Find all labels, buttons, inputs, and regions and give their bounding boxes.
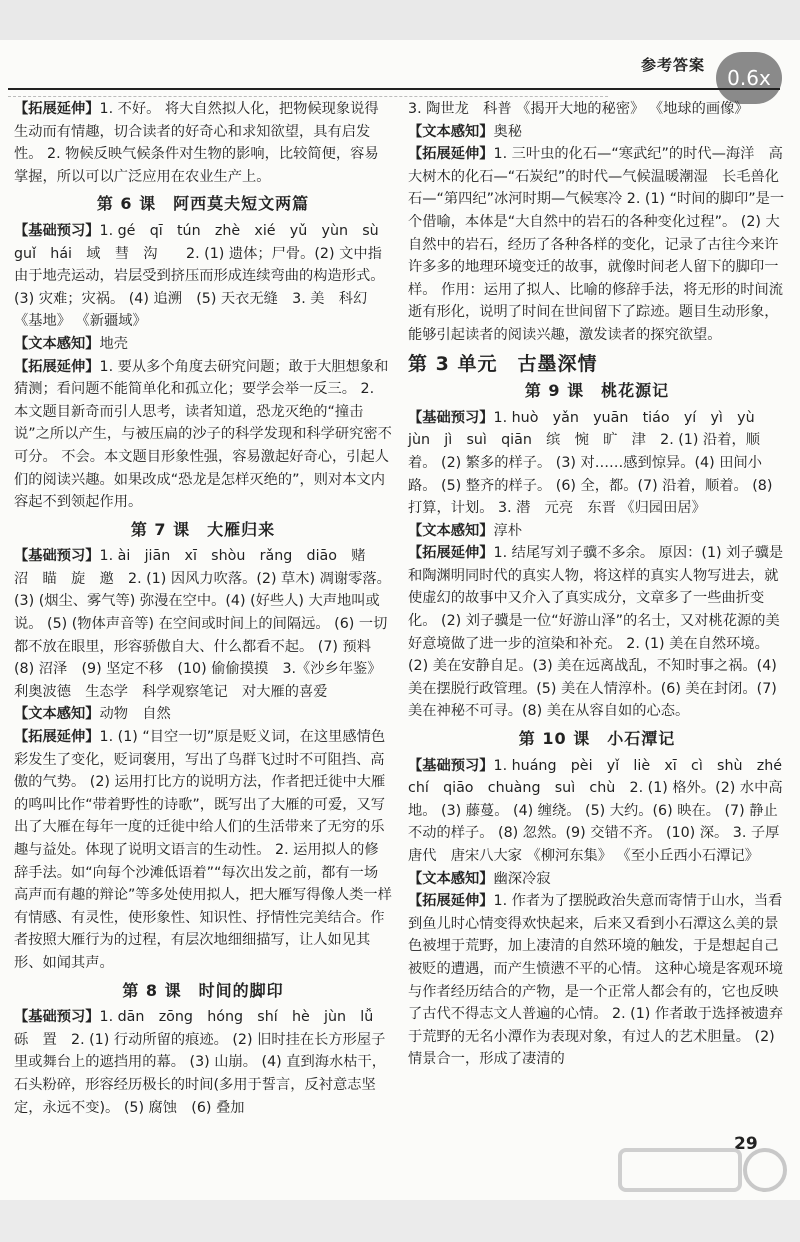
answer-text: 淳朴 — [493, 522, 523, 539]
lesson-heading: 第 7 课 大雁归来 — [130, 519, 276, 539]
answer-paragraph — [14, 1006, 392, 1119]
section-tag: 【拓展延伸】 — [14, 101, 100, 117]
answer-paragraph — [408, 520, 786, 543]
answer-paragraph — [14, 726, 392, 975]
bottom-strip — [0, 1200, 800, 1242]
answer-text: 动物 自然 — [99, 706, 171, 723]
section-tag: 【文本感知】 — [408, 123, 494, 140]
section-tag: 【文本感知】 — [408, 522, 494, 539]
section-tag: 【拓展延伸】 — [408, 893, 494, 910]
section-tag: 【拓展延伸】 — [408, 545, 494, 562]
answer-text: 奥秘 — [493, 123, 523, 140]
answer-paragraph — [14, 98, 392, 188]
right-column — [408, 98, 797, 1071]
header-title: 参考答案 — [640, 56, 705, 74]
answer-paragraph — [408, 407, 786, 520]
lesson-heading: 第 6 课 阿西莫夫短文两篇 — [96, 194, 310, 214]
section-tag: 【基础预习】 — [14, 222, 100, 239]
answer-text: 1. dān zōng hóng shí hè jùn lǚ 砾 置 2. (1) 行动所留的痕迹。 (2) 旧时挂在长方形屋子里或舞台上的遮挡用的幕。 (3) 山崩。 (4) 直到海水枯干，石头粉碎，形容经历极长的时间(多用于誓言，反衬意志坚定，永远不变)。 (5) 腐蚀 (6) 叠加 — [14, 1009, 388, 1116]
answer-paragraph — [408, 143, 786, 346]
answer-paragraph — [408, 121, 786, 144]
header-rule — [8, 88, 780, 90]
section-tag: 【文本感知】 — [14, 706, 100, 723]
page-number: 29 — [734, 1134, 758, 1154]
section-tag: 【文本感知】 — [408, 870, 494, 887]
answer-paragraph — [408, 868, 786, 891]
answer-text: 1. 不好。 将大自然拟人化，把物候现象说得生动而有情趣，切合读者的好奇心和求知欲望，具有启发性。 2. 物候反映气候条件对生物的影响，比较简便，容易掌握，所以可以广泛应用在农业生产上。 — [14, 101, 379, 185]
answer-text: 3. 陶世龙 科普 《揭开大地的秘密》 《地球的画像》 — [408, 101, 749, 117]
section-tag: 【拓展延伸】 — [14, 729, 100, 746]
answer-text: 1. huò yǎn yuān tiáo yí yì yù jùn jì suì qiān 缤 惋 旷 津 2. (1) 沿着，顺着。 (2) 繁多的样子。 (3) 对……感到惊异。(4) 田间小路。 (5) 整齐的样子。 (6) 全，都。(7) 沿着，顺着。 (8) 打算，计划。 3. 潜 元亮 东晋 《归园田居》 — [408, 409, 773, 517]
answer-text: 1. 作者为了摆脱政治失意而寄情于山水，当看到鱼儿时心情变得欢快起来，后来又看到小石潭这么美的景色被埋于荒野，加上凄清的自然环境的触发，于是想起自己被贬的遭遇，而产生愤懑不平的心情。 这种心境是客观环境与作者经历结合的产物，是一个正常人都会有的，它也反映了古代不得志文人普遍的心情。 2. (1) 作者敢于选择被遗弃于荒野的无名小潭作为表现对象，有过人的艺术胆量。 (2) 情景合一，形成了凄清的 — [408, 893, 784, 1068]
answer-text: 1. ài jiān xī shòu rǎng diāo 赌 沼 瞄 旋 邀 2. (1) 因风力吹落。(2) 草木) 凋谢零落。 (3) (烟尘、雾气等) 弥漫在空中。(4) (好些人) 大声地叫或说。 (5) (物体声音等) 在空间或时间上的间隔远。 (6) 一切都不放在眼里，形容骄傲自大、什么都看不起。 (7) 预料 (8) 沼泽 (9) 坚定不移 (10) 偷偷摸摸 3.《沙乡年鉴》 利奥波德 生态学 科学观察笔记 对大雁的喜爱 — [14, 548, 391, 700]
answer-text: 1. (1) “目空一切”原是贬义词，在这里感情色彩发生了变化，贬词褒用，写出了鸟群飞过时不可阻挡、高傲的气势。 (2) 运用打比方的说明方法，作者把迁徙中大雁的鸣叫比作“带着野性的诗歌”，既写出了大雁的可爱，又写出了大雁在每年一度的迁徙中给人们的生活带来了无穷的乐趣与益处。体现了说明文语言的生动性。 2. 运用拟人的修辞手法。如“向每个沙滩低语着”“每次出发之前，都有一场高声而有趣的辩论”等多处使用拟人，把大雁写得像人类一样有情感、有灵性，使形象性、知识性、抒情性完美结合。作者按照大雁行为的过程，有层次地细细描写，让人如见其形、如闻其声。 — [14, 729, 392, 971]
section-tag: 【基础预习】 — [408, 409, 494, 426]
header-dotted-line — [8, 96, 608, 97]
answer-text: 1. 三叶虫的化石—“寒武纪”的时代—海洋 高大树木的化石—“石炭纪”的时代—气候温暖潮湿 长毛兽化石—“第四纪”冰河时期—气候寒冷 2. (1) “时间的脚印”是一个借喻，本体是“大自然中的岩石的各种变化过程”。 (2) 大自然中的岩石，经历了各种各样的变化，记录了古往今来许许多多的地理环境变迁的故事，就像时间老人留下的脚印一样。 作用：运用了拟人、比喻的修辞手法，将无形的时间流逝有形化，说明了时间在世间留下了踪迹。题目生动形象，能够引起读者的阅读兴趣，激发读者的探究欲望。 — [408, 146, 785, 343]
section-tag: 【基础预习】 — [408, 757, 494, 774]
answer-paragraph — [14, 333, 392, 356]
answer-paragraph — [408, 755, 797, 868]
answer-text: 1. 结尾写刘子骥不多余。 原因：(1) 刘子骥是和陶渊明同时代的真实人物，将这样的真实人物写进去，就使虚幻的故事中又介入了真实成分，文章多了一些曲折变化。 (2) 刘子骥是一位“好游山泽”的名士，又对桃花源的美好意境做了进一步的渲染和补充。 2. (1) 美在自然环境。(2) 美在安静自足。(3) 美在远离战乱，不知时事之祸。(4) 美在摆脱行政管理。(5) 美在人情淳朴。(6) 美在封闭。(7) 美在神秘不可寻。(8) 美在从容自如的心态。 — [408, 545, 784, 720]
answer-text: 1. gé qī tún zhè xié yǔ yùn sù guǐ hái 域 彗 沟 2. (1) 遗体；尸骨。(2) 文中指由于地壳运动，岩层受到挤压而形成连续弯曲的构造形式。 (3) 灾难；灾祸。 (4) 追溯 (5) 天衣无缝 3. 美 科幻 《基地》 《新疆域》 — [14, 222, 393, 330]
answer-text: 地壳 — [99, 335, 129, 352]
left-column — [14, 98, 392, 1119]
lesson-heading: 第 8 课 时间的脚印 — [122, 980, 284, 1000]
lesson-heading: 第 10 课 小石潭记 — [518, 729, 676, 749]
playback-speed-badge[interactable]: 0.6x — [716, 52, 782, 104]
answer-paragraph — [14, 356, 392, 514]
answer-paragraph — [408, 890, 786, 1071]
answer-paragraph — [14, 545, 392, 703]
section-tag: 【拓展延伸】 — [408, 146, 494, 163]
answer-paragraph — [408, 542, 786, 723]
section-tag: 【基础预习】 — [14, 1009, 100, 1026]
section-tag: 【文本感知】 — [14, 335, 100, 352]
answer-text: 1. 要从多个角度去研究问题；敢于大胆想象和猜测；看问题不能简单化和孤立化；要学会举一反三。 2. 本文题目新奇而引人思考，读者知道，恐龙灭绝的“撞击说”之所以产生，与被压扁的沙子的科学发现和科学研究密不可分。 不会。本文题目形象性强，容易激起好奇心，引起人们的阅读兴趣。如果改成“恐龙是怎样灭绝的”，则对本文内容起不到领起作用。 — [14, 358, 392, 511]
section-tag: 【拓展延伸】 — [14, 358, 100, 375]
answer-text: 1. huáng pèi yǐ liè xī cì shù zhé chí qiāo chuàng suì chù 2. (1) 格外。(2) 水中高地。 (3) 藤蔓。 (4) 缠绕。 (5) 大约。(6) 映在。 (7) 静止不动的样子。 (8) 忽然。(9) 交错不齐。 (10) 深。 3. 子厚 唐代 唐宋八大家 《柳河东集》 《至小丘西小石潭记》 — [408, 757, 797, 864]
lesson-heading: 第 9 课 桃花源记 — [524, 381, 670, 401]
top-strip — [0, 0, 800, 40]
answer-paragraph — [408, 98, 786, 121]
answer-text: 幽深冷寂 — [493, 870, 551, 887]
section-tag: 【基础预习】 — [14, 548, 100, 565]
answer-paragraph — [14, 703, 392, 726]
answer-paragraph — [14, 220, 392, 333]
unit-heading: 第 3 单元 古墨深情 — [408, 352, 598, 375]
